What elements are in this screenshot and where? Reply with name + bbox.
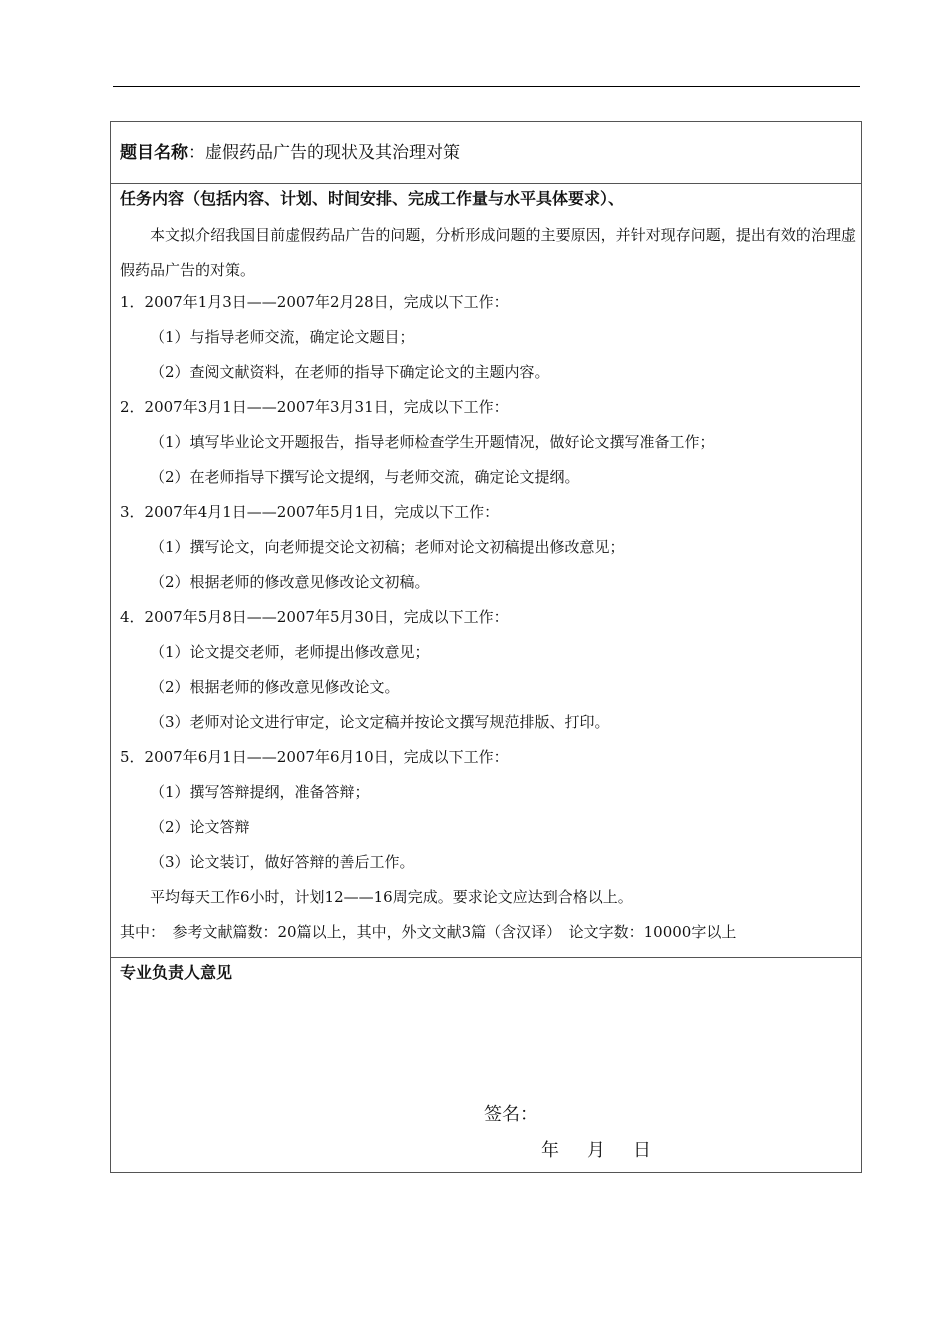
date-year: 年 <box>541 1140 559 1161</box>
title-line <box>120 140 460 166</box>
phase-1-title: 1．2007年1月3日——2007年2月28日，完成以下工作： <box>120 293 509 311</box>
title-value: 虚假药品广告的现状及其治理对策 <box>205 143 460 163</box>
task-row <box>111 183 861 957</box>
phase-1-item-1: （1）与指导老师交流，确定论文题目； <box>150 328 415 346</box>
title-row <box>111 122 861 183</box>
phase-3-item-2: （2）根据老师的修改意见修改论文初稿。 <box>150 573 430 591</box>
phase-1-item-2: （2）查阅文献资料，在老师的指导下确定论文的主题内容。 <box>150 363 550 381</box>
title-label: 题目名称 <box>120 143 188 163</box>
opinion-heading: 专业负责人意见 <box>120 963 233 982</box>
phase-2-item-2: （2）在老师指导下撰写论文提纲，与老师交流，确定论文提纲。 <box>150 468 580 486</box>
phase-3-title: 3．2007年4月1日——2007年5月1日，完成以下工作： <box>120 503 500 521</box>
task-intro: 本文拟介绍我国目前虚假药品广告的问题，分析形成问题的主要原因，并针对现存问题，提出有效的治理虚假药品广告的对策。 <box>120 226 856 279</box>
phase-4-item-2: （2）根据老师的修改意见修改论文。 <box>150 678 400 696</box>
phase-5-item-1: （1）撰写答辩提纲，准备答辩； <box>150 783 370 801</box>
phase-4-item-1: （1）论文提交老师，老师提出修改意见； <box>150 643 430 661</box>
task-body <box>120 218 856 953</box>
date-line <box>541 1138 679 1164</box>
phase-4-title: 4．2007年5月8日——2007年5月30日，完成以下工作： <box>120 608 509 626</box>
workload-line: 平均每天工作6小时，计划12——16周完成。要求论文应达到合格以上。 <box>150 888 633 906</box>
signature-label: 签名： <box>484 1104 538 1125</box>
phase-5-title: 5．2007年6月1日——2007年6月10日，完成以下工作： <box>120 748 509 766</box>
date-month: 月 <box>587 1140 605 1161</box>
opinion-row <box>111 957 861 1172</box>
phase-3-item-1: （1）撰写论文，向老师提交论文初稿；老师对论文初稿提出修改意见； <box>150 538 625 556</box>
task-heading: 任务内容（包括内容、计划、时间安排、完成工作量与水平具体要求）、 <box>120 189 625 208</box>
phase-2-title: 2．2007年3月1日——2007年3月31日，完成以下工作： <box>120 398 509 416</box>
phase-4-item-3: （3）老师对论文进行审定，论文定稿并按论文撰写规范排版、打印。 <box>150 713 610 731</box>
references-line: 其中： 参考文献篇数：20篇以上，其中，外文文献3篇（含汉译） 论文字数：10000字以上 <box>120 923 737 941</box>
header-rule <box>113 86 860 87</box>
phase-5-item-2: （2）论文答辩 <box>150 818 250 836</box>
date-day: 日 <box>633 1140 651 1161</box>
phase-5-item-3: （3）论文装订，做好答辩的善后工作。 <box>150 853 415 871</box>
task-form-table <box>110 121 862 1173</box>
title-separator: ： <box>188 143 205 163</box>
phase-2-item-1: （1）填写毕业论文开题报告，指导老师检查学生开题情况，做好论文撰写准备工作； <box>150 433 715 451</box>
